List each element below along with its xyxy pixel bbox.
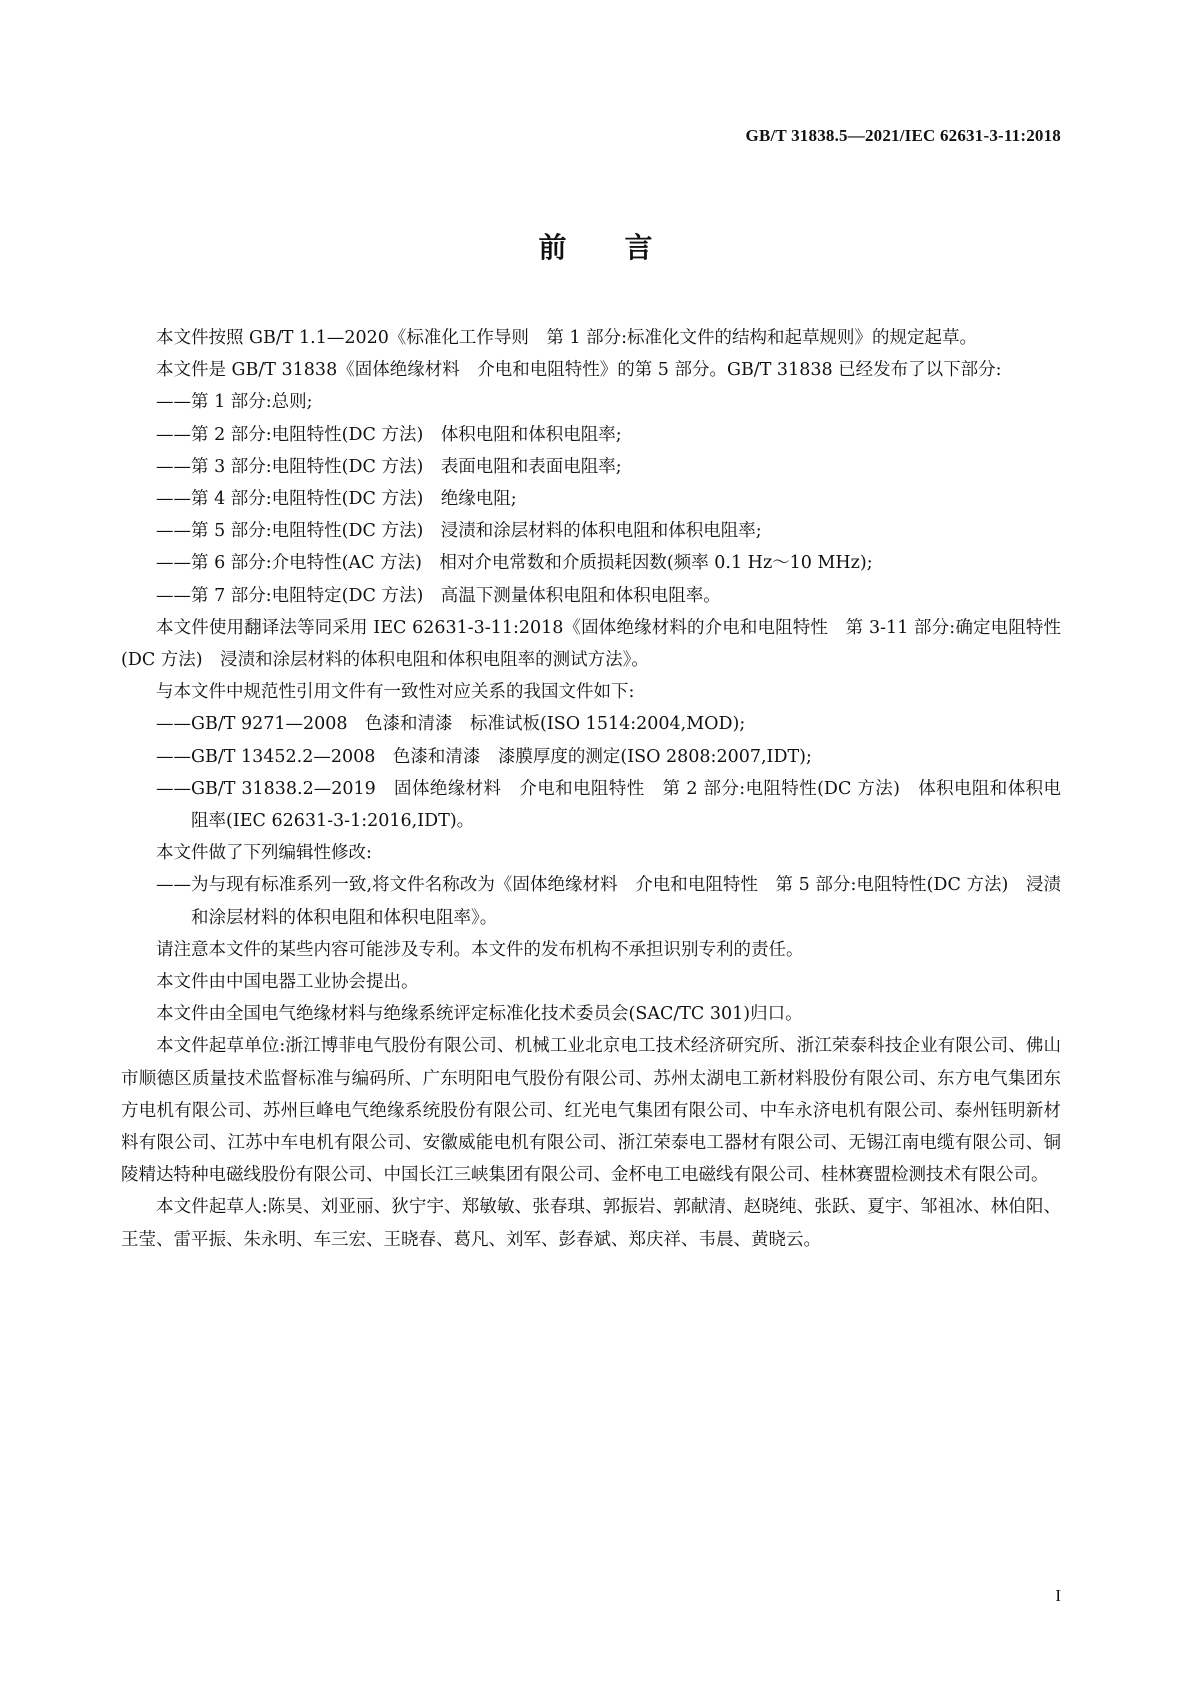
list-item-reference-3: ——GB/T 31838.2—2019 固体绝缘材料 介电和电阻特性 第 2 部分:电阻特性(DC 方法) 体积电阻和体积电阻率(IEC 62631-3-1:2016,IDT)。 xyxy=(156,778,1061,832)
page-number: I xyxy=(1055,1586,1061,1605)
list-item-edit-1: ——为与现有标准系列一致,将文件名称改为《固体绝缘材料 介电和电阻特性 第 5 部分:电阻特性(DC 方法) 浸渍和涂层材料的体积电阻和体积电阻率》。 xyxy=(156,875,1061,928)
list-item-part-7: ——第 7 部分:电阻特定(DC 方法) 高温下测量体积电阻和体积电阻率。 xyxy=(156,585,721,606)
page-title: 前言 xyxy=(538,231,711,264)
list-item-reference-2: ——GB/T 13452.2—2008 色漆和清漆 漆膜厚度的测定(ISO 2808:2007,IDT); xyxy=(156,746,812,767)
standard-number: GB/T 31838.5—2021/IEC 62631-3-11:2018 xyxy=(745,126,1061,145)
paragraph-drafters: 本文件起草人:陈昊、刘亚丽、狄宁宇、郑敏敏、张春琪、郭振岩、郭献清、赵晓纯、张跃、夏宇、邹祖冰、林伯阳、王莹、雷平振、朱永明、车三宏、王晓春、葛凡、刘军、彭春斌、郑庆祥、韦晨、黄晓云。 xyxy=(121,1197,1061,1250)
list-item-part-1: ——第 1 部分:总则; xyxy=(156,392,313,413)
paragraph-proposer: 本文件由中国电器工业协会提出。 xyxy=(156,972,419,993)
list-item-part-6: ——第 6 部分:介电特性(AC 方法) 相对介电常数和介质损耗因数(频率 0.1 Hz～10 MHz); xyxy=(156,553,873,574)
list-item-part-5: ——第 5 部分:电阻特性(DC 方法) 浸渍和涂层材料的体积电阻和体积电阻率; xyxy=(156,521,762,542)
paragraph-committee: 本文件由全国电气绝缘材料与绝缘系统评定标准化技术委员会(SAC/TC 301)归口。 xyxy=(156,1004,803,1025)
paragraph-drafting-units: 本文件起草单位:浙江博菲电气股份有限公司、机械工业北京电工技术经济研究所、浙江荣泰科技企业有限公司、佛山市顺德区质量技术监督标准与编码所、广东明阳电气股份有限公司、苏州太湖电工新材料股份有限公司、东方电气集团东方电机有限公司、苏州巨峰电气绝缘系统股份有限公司、红光电气集团有限公司、中车永济电机有限公司、泰州钰明新材料有限公司、江苏中车电机有限公司、安徽威能电机有限公司、浙江荣泰电工器材有限公司、无锡江南电缆有限公司、铜陵精达特种电磁线股份有限公司、中国长江三峡集团有限公司、金杯电工电磁线有限公司、桂林赛盟检测技术有限公司。 xyxy=(121,1036,1061,1186)
paragraph-edit-intro: 本文件做了下列编辑性修改: xyxy=(156,843,372,864)
list-item-part-2: ——第 2 部分:电阻特性(DC 方法) 体积电阻和体积电阻率; xyxy=(156,424,622,445)
paragraph-drafting-rules: 本文件按照 GB/T 1.1—2020《标准化工作导则 第 1 部分:标准化文件的结构和起草规则》的规定起草。 xyxy=(156,328,978,348)
foreword-body xyxy=(121,322,1061,1256)
paragraph-reference-intro: 与本文件中规范性引用文件有一致性对应关系的我国文件如下: xyxy=(156,682,635,703)
list-item-part-4: ——第 4 部分:电阻特性(DC 方法) 绝缘电阻; xyxy=(156,489,517,510)
list-item-reference-1: ——GB/T 9271—2008 色漆和清漆 标准试板(ISO 1514:2004,MOD); xyxy=(156,714,746,735)
paragraph-series-intro: 本文件是 GB/T 31838《固体绝缘材料 介电和电阻特性》的第 5 部分。GB/T 31838 已经发布了以下部分: xyxy=(156,360,1002,381)
paragraph-adoption: 本文件使用翻译法等同采用 IEC 62631-3-11:2018《固体绝缘材料的介电和电阻特性 第 3-11 部分:确定电阻特性(DC 方法) 浸渍和涂层材料的体积电阻和体积电阻率的测试方法》。 xyxy=(121,617,1061,671)
paragraph-patent-notice: 请注意本文件的某些内容可能涉及专利。本文件的发布机构不承担识别专利的责任。 xyxy=(156,939,804,960)
list-item-part-3: ——第 3 部分:电阻特性(DC 方法) 表面电阻和表面电阻率; xyxy=(156,456,622,477)
